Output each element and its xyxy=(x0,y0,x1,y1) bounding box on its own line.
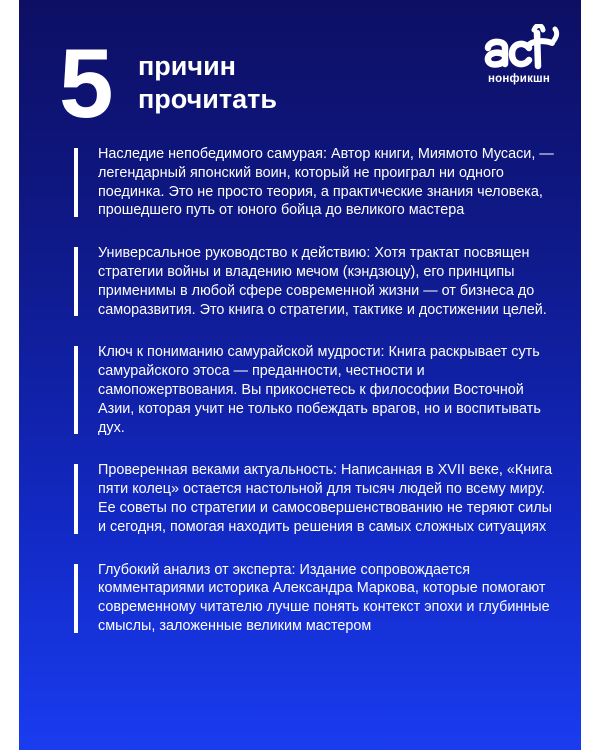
publisher-logo xyxy=(478,24,560,92)
item-text: Проверенная веками актуальность: Написанная в XVII веке, «Книга пяти колец» остается настольной для тысяч людей по всему миру. Ее советы по стратегии и самосовершенствованию не теряют силы и сегодня, помогая находить решения в самых сложных ситуациях xyxy=(98,462,553,535)
item-accent-bar xyxy=(74,464,78,533)
item-text: Универсальное руководство к действию: Хотя трактат посвящен стратегии войны и владению мечом (кэндзюцу), его принципы применимы в любой сфере современной жизни — от бизнеса до саморазвития. Это книга о стратегии, тактике и достижении целей. xyxy=(98,245,547,318)
list-item xyxy=(74,343,564,437)
list-item xyxy=(74,561,564,636)
ast-logo-icon xyxy=(478,24,560,76)
item-accent-bar xyxy=(74,148,78,217)
page-title xyxy=(138,50,277,116)
item-text: Глубокий анализ от эксперта: Издание сопровождается комментариями историка Александра Маркова, которые помогают современному читателю лучше понять контекст эпохи и глубинные смыслы, заложенные великим мастером xyxy=(98,561,550,634)
reasons-list xyxy=(74,145,564,636)
title-line-1: причин xyxy=(138,51,236,81)
title-line-2: прочитать xyxy=(138,84,277,114)
list-item xyxy=(74,145,564,220)
list-item xyxy=(74,461,564,536)
item-text: Наследие непобедимого самурая: Автор книги, Миямото Мусаси, — легендарный японский воин, который не проиграл ни одного поединка. Это не просто теория, а практические знания человека, прошедшего путь от юного бойца до великого мастера xyxy=(98,146,554,219)
promo-card xyxy=(19,0,581,750)
list-item xyxy=(74,244,564,319)
big-number: 5 xyxy=(59,28,112,138)
item-accent-bar xyxy=(74,247,78,316)
item-accent-bar xyxy=(74,346,78,434)
item-accent-bar xyxy=(74,564,78,633)
item-text: Ключ к пониманию самурайской мудрости: Книга раскрывает суть самурайского этоса — преданности, честности и самопожертвования. Вы прикоснетесь к философии Восточной Азии, которая учит не только побеждать врагов, но и воспитывать дух. xyxy=(98,344,541,436)
logo-subtitle: нонфикшн xyxy=(488,73,550,85)
